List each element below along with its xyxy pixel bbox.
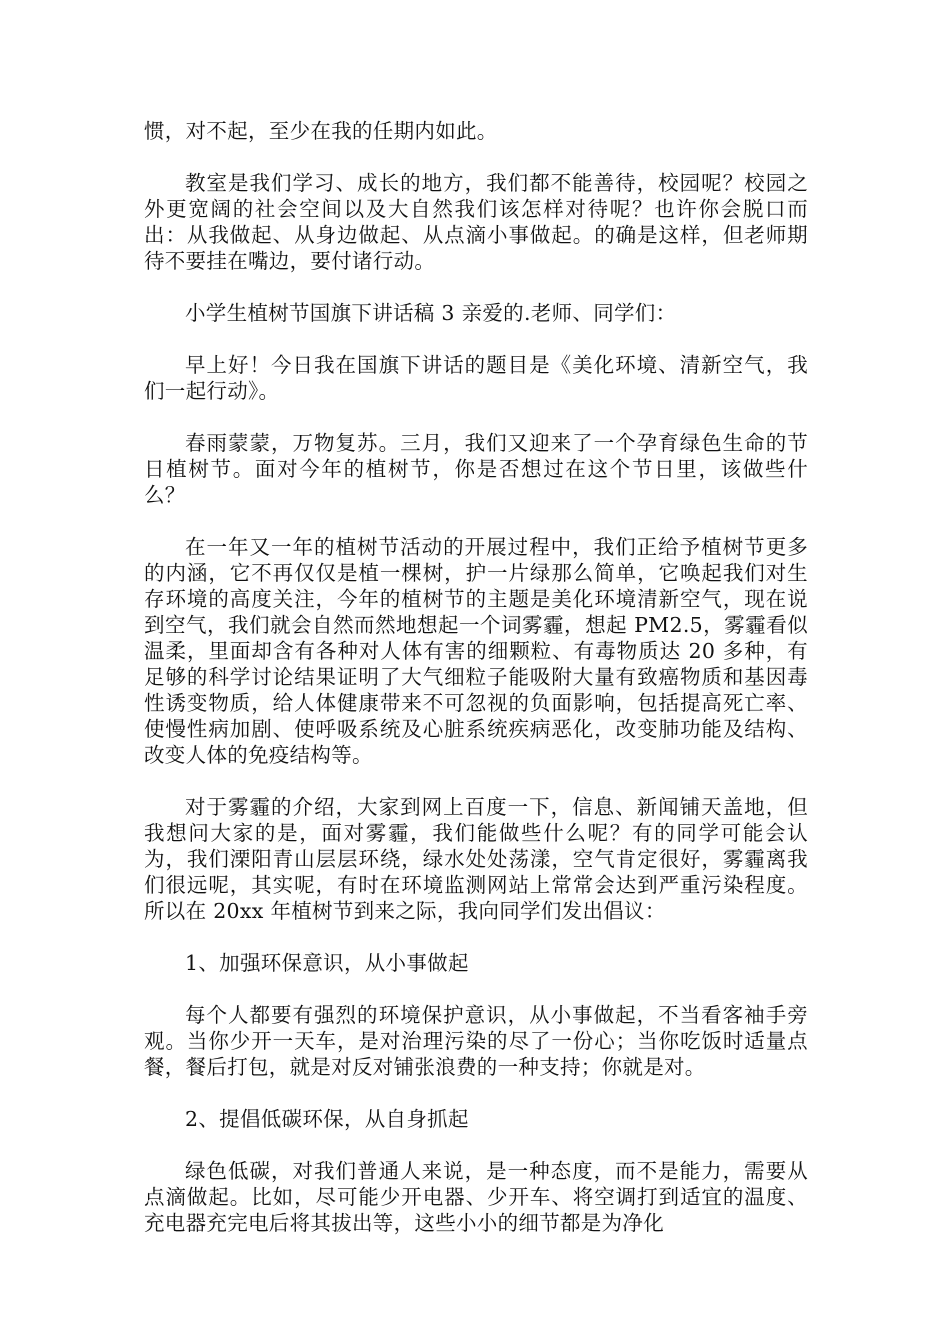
paragraph-haze: 对于雾霾的介绍，大家到网上百度一下，信息、新闻铺天盖地，但我想问大家的是，面对雾霾，我们能做些什么呢？有的同学可能会认为，我们溧阳青山层层环绕，绿水处处荡漾，空气肯定很好，雾霾离我们很远呢，其实呢，有时在环境监测网站上常常会达到严重污染程度。所以在 20xx 年植树节到来之际，我向同学们发出倡议： bbox=[144, 795, 808, 923]
speech-heading: 小学生植树节国旗下讲话稿 3 亲爱的.老师、同学们： bbox=[185, 301, 677, 325]
paragraph-continuation: 惯，对不起，至少在我的任期内如此。 bbox=[144, 119, 498, 143]
section-heading-2: 2、提倡低碳环保，从自身抓起 bbox=[185, 1107, 469, 1131]
paragraph-low-carbon: 绿色低碳，对我们普通人来说，是一种态度，而不是能力，需要从点滴做起。比如，尽可能少开电器、少开车、将空调打到适宜的温度、充电器充完电后将其拔出等，这些小小的细节都是为净化 bbox=[144, 1159, 808, 1235]
paragraph-greeting: 早上好！今日我在国旗下讲话的题目是《美化环境、清新空气，我们一起行动》。 bbox=[144, 353, 808, 403]
paragraph-awareness: 每个人都要有强烈的环境保护意识，从小事做起，不当看客袖手旁观。当你少开一天车，是对治理污染的尽了一份心；当你吃饭时适量点餐，餐后打包，就是对反对铺张浪费的一种支持；你就是对。 bbox=[144, 1003, 808, 1079]
paragraph-classroom: 教室是我们学习、成长的地方，我们都不能善待，校园呢？校园之外更宽阔的社会空间以及大自然我们该怎样对待呢？也许你会脱口而出：从我做起、从身边做起、从点滴小事做起。的确是这样，但老师期待不要挂在嘴边，要付诸行动。 bbox=[144, 171, 808, 273]
section-heading-1: 1、加强环保意识，从小事做起 bbox=[185, 951, 469, 975]
document-page bbox=[144, 118, 808, 1262]
paragraph-arbor-day: 在一年又一年的植树节活动的开展过程中，我们正给予植树节更多的内涵，它不再仅仅是植一棵树，护一片绿那么简单，它唤起我们对生存环境的高度关注，今年的植树节的主题是美化环境清新空气，现在说到空气，我们就会自然而然地想起一个词雾霾，想起 PM2.5，雾霾看似温柔，里面却含有各种对人体有害的细颗粒、有毒物质达 20 多种，有足够的科学讨论结果证明了大气细粒子能吸附大量有致癌物质和基因毒性诱变物质，给人体健康带来不可忽视的负面影响，包括提高死亡率、使慢性病加剧、使呼吸系统及心脏系统疾病恶化，改变肺功能及结构、改变人体的免疫结构等。 bbox=[144, 535, 808, 767]
paragraph-spring: 春雨蒙蒙，万物复苏。三月，我们又迎来了一个孕育绿色生命的节日植树节。面对今年的植树节，你是否想过在这个节日里，该做些什么？ bbox=[144, 431, 808, 507]
